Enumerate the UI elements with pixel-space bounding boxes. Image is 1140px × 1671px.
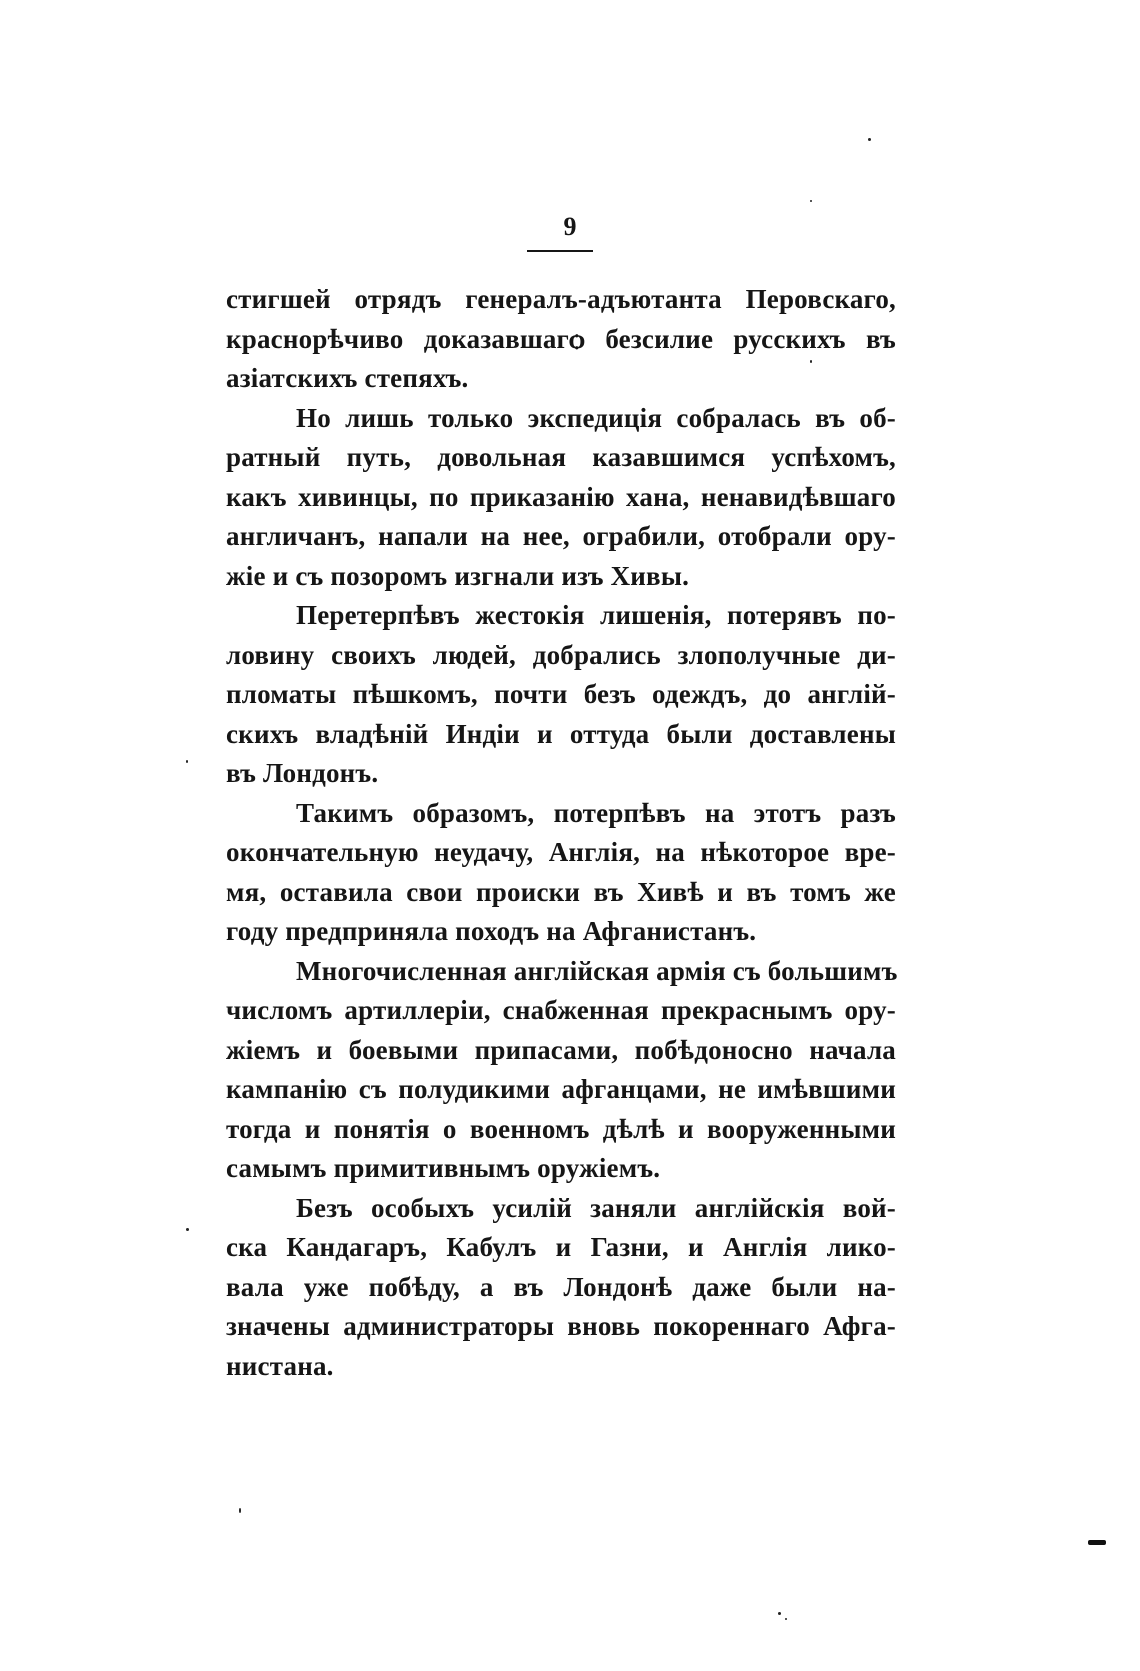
- text-line: году предприняла походъ на Афганистанъ.: [226, 916, 757, 946]
- text-line: англичанъ, напали на нее, ограбили, отобрали ору-: [226, 521, 896, 551]
- scan-speck: [239, 1508, 241, 1513]
- text-line: ска Кандагаръ, Кабулъ и Газни, и Англія лико-: [226, 1232, 896, 1262]
- text-line: какъ хивинцы, по приказанію хана, ненавидѣвшаго: [226, 481, 896, 512]
- text-line: ратный путь, довольная казавшимся успѣхомъ,: [226, 442, 896, 472]
- text-line: Перетерпѣвъ жестокія лишенія, потерявъ по-: [296, 600, 896, 630]
- scan-speck: [810, 200, 812, 202]
- text-line: въ Лондонъ.: [226, 758, 379, 788]
- text-line: Такимъ образомъ, потерпѣвъ на этотъ разъ: [296, 797, 896, 828]
- scan-speck: [778, 1612, 781, 1615]
- text-line: окончательную неудачу, Англія, на нѣкоторое вре-: [226, 837, 896, 867]
- text-line: жіемъ и боевыми припасами, побѣдоносно начала: [226, 1034, 896, 1065]
- text-line: числомъ артиллеріи, снабженная прекраснымъ ору-: [226, 995, 896, 1025]
- paragraph-6: [226, 1189, 896, 1387]
- text-line: Но лишь только экспедиція собралась въ об-: [296, 402, 896, 433]
- paragraph-4: [226, 794, 896, 952]
- scan-speck: [785, 1618, 787, 1620]
- scan-speck: [810, 360, 812, 363]
- text-line: скихъ владѣній Индіи и оттуда были доставлены: [226, 718, 896, 749]
- text-line: тогда и понятія о военномъ дѣлѣ и вооруженными: [226, 1113, 896, 1144]
- text-line: краснорѣчиво доказавшагѻ безсилие русскихъ въ: [226, 323, 896, 354]
- text-line: нистана.: [226, 1350, 334, 1381]
- text-line: самымъ примитивнымъ оружіемъ.: [226, 1153, 661, 1183]
- text-line: Многочисленная англійская армія съ большимъ: [296, 955, 898, 986]
- edge-mark: [1088, 1540, 1106, 1545]
- text-line: азіатскихъ степяхъ.: [226, 363, 469, 393]
- paragraph-2: [226, 399, 896, 597]
- page-number: 9: [563, 212, 577, 241]
- scan-speck: [868, 138, 871, 141]
- text-line: Безъ особыхъ усилій заняли англійскія вой-: [296, 1192, 896, 1223]
- text-line: ловину своихъ людей, добрались злополучные ди-: [226, 639, 896, 670]
- text-line: жіе и съ позоромъ изгнали изъ Хивы.: [226, 560, 690, 591]
- text-line: стигшей отрядъ генералъ-адъютанта Перовскаго,: [226, 284, 896, 314]
- header-rule: [527, 250, 593, 252]
- text-line: кампанію съ полудикими афганцами, не имѣвшими: [226, 1074, 896, 1104]
- body-text: [226, 280, 896, 1386]
- text-line: мя, оставила свои происки въ Хивѣ и въ томъ же: [226, 876, 896, 907]
- paragraph-3: [226, 596, 896, 794]
- scan-speck: [186, 1228, 189, 1231]
- paragraph-1: [226, 280, 896, 399]
- text-line: вала уже побѣду, а въ Лондонѣ даже были на-: [226, 1271, 896, 1302]
- text-line: пломаты пѣшкомъ, почти безъ одеждъ, до англій-: [226, 679, 896, 709]
- text-line: значены администраторы вновь покореннаго Афга-: [226, 1311, 896, 1341]
- scan-speck: [186, 760, 188, 763]
- paragraph-5: [226, 952, 896, 1189]
